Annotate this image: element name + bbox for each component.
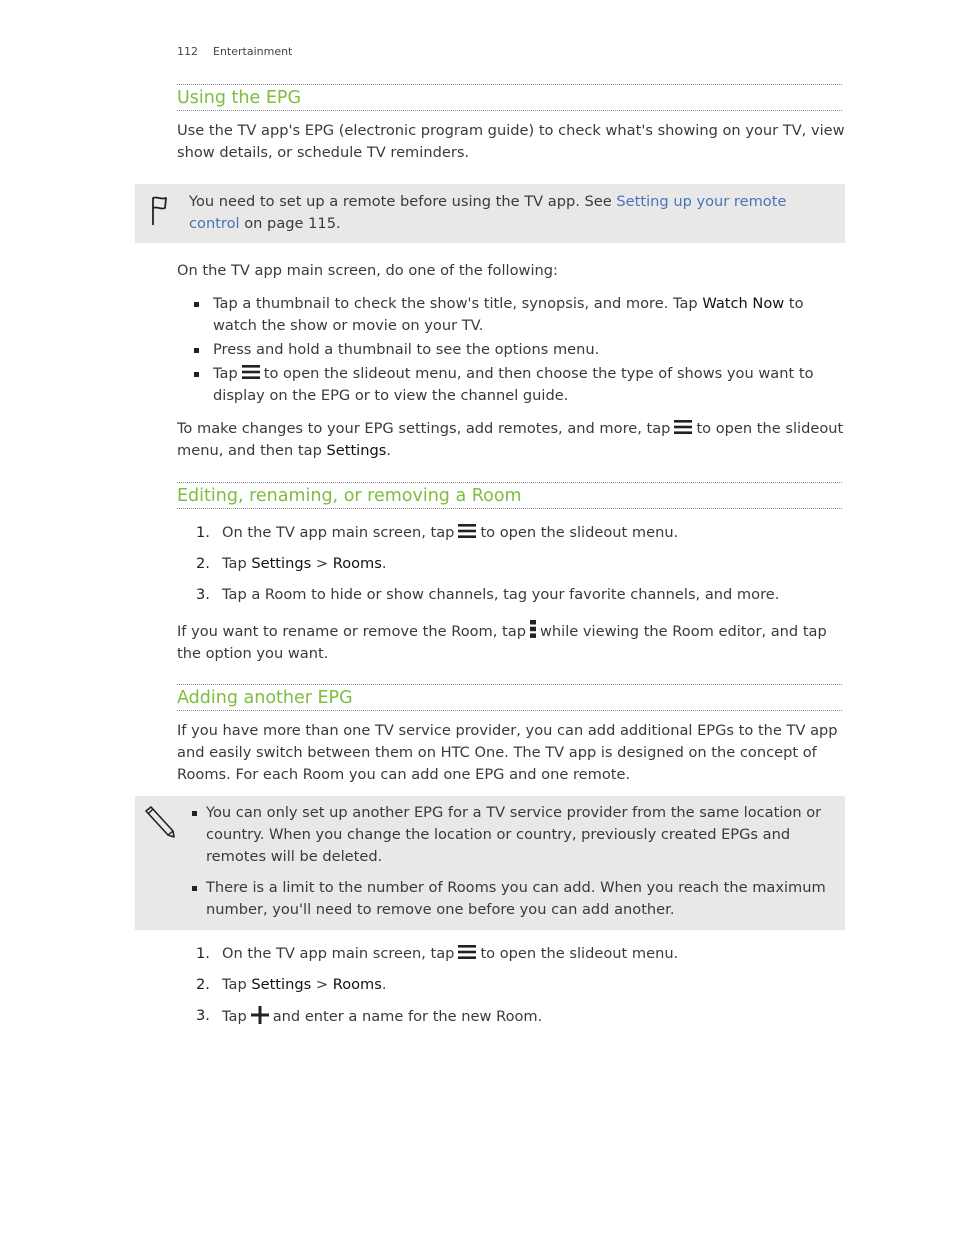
heading-rule-top (177, 84, 842, 85)
step-text: Tap (222, 555, 252, 572)
note-text-pre: You need to set up a remote before using the TV app. See (189, 193, 617, 210)
paragraph-text: To make changes to your EPG settings, add remotes, and more, tap (177, 420, 671, 437)
overflow-menu-icon (529, 620, 537, 638)
step-text: Tap a Room to hide or show channels, tag your favorite channels, and more. (222, 586, 780, 603)
step-number: 3. (196, 586, 210, 603)
bullet-text: to open the slideout menu, and then choose the type of shows you want to display on the EPG or to view the channel guide. (213, 365, 814, 404)
list-item (177, 584, 845, 606)
step-text: to open the slideout menu. (480, 945, 679, 962)
settings-paragraph (177, 418, 845, 462)
step-text: > (311, 555, 333, 572)
section-title-using-epg: Using the EPG (177, 88, 302, 108)
bullet-text: to watch the show or movie on your TV. (213, 295, 804, 334)
step-text: On the TV app main screen, tap (222, 524, 455, 541)
menu-icon (241, 364, 261, 380)
step-text: . (381, 976, 387, 993)
list-item (177, 522, 845, 544)
step-text: On the TV app main screen, tap (222, 945, 455, 962)
menu-icon (673, 419, 693, 435)
adding-steps (177, 943, 845, 1037)
bullet-text: Tap (213, 365, 238, 382)
section-title-editing-room: Editing, renaming, or removing a Room (177, 486, 522, 506)
menu-icon (457, 523, 477, 539)
heading-rule-bottom (177, 508, 842, 509)
list-item (177, 363, 845, 407)
rooms-label: Rooms (332, 976, 382, 993)
options-list (177, 293, 845, 409)
menu-icon (457, 944, 477, 960)
step-number: 1. (196, 524, 210, 541)
list-item (177, 553, 845, 575)
settings-label: Settings (251, 976, 312, 993)
plus-icon (250, 1005, 270, 1025)
page-number: 112 (177, 45, 198, 58)
step-text: to open the slideout menu. (480, 524, 679, 541)
paragraph-text: . (386, 442, 391, 459)
step-text: Tap (222, 976, 252, 993)
list-item (177, 943, 845, 965)
watch-now-label: Watch Now (702, 295, 785, 312)
intro-paragraph: Use the TV app's EPG (electronic program guide) to check what's showing on your TV, view show details, or schedule TV reminders. (177, 122, 845, 161)
section-title-adding-epg: Adding another EPG (177, 688, 353, 708)
step-number: 3. (196, 1007, 210, 1024)
paragraph-text: while viewing the Room editor, and tap the option you want. (177, 623, 827, 662)
note-text (189, 191, 829, 235)
flag-icon (149, 195, 169, 227)
list-item: You can only set up another EPG for a TV service provider from the same location or country. When you change the location or country, previously created EPGs and remotes will be deleted. (190, 802, 850, 868)
step-text: Tap (222, 1008, 247, 1025)
epg-note (135, 796, 845, 930)
heading-rule-bottom (177, 110, 842, 111)
rooms-label: Rooms (332, 555, 382, 572)
heading-rule-top (177, 684, 842, 685)
list-item (177, 974, 845, 996)
section-name: Entertainment (213, 45, 293, 58)
list-item (177, 1005, 845, 1028)
remote-note (135, 184, 845, 243)
setting-up-remote-link[interactable]: Setting up your remote control (189, 193, 787, 232)
heading-rule-bottom (177, 710, 842, 711)
list-item: There is a limit to the number of Rooms you can add. When you reach the maximum number, you'll need to remove one before you can add another. (190, 877, 850, 921)
settings-label: Settings (326, 442, 387, 459)
editing-steps (177, 522, 845, 615)
heading-rule-top (177, 482, 842, 483)
step-number: 1. (196, 945, 210, 962)
lead-paragraph: On the TV app main screen, do one of the following: (177, 262, 558, 279)
step-text: . (381, 555, 387, 572)
bullet-text: Tap a thumbnail to check the show's title, synopsis, and more. Tap (213, 295, 703, 312)
step-number: 2. (196, 976, 210, 993)
rename-paragraph (177, 620, 845, 665)
note-bullet-list (190, 802, 850, 930)
pencil-icon (143, 805, 177, 839)
step-text: > (311, 976, 333, 993)
paragraph-text: If you want to rename or remove the Room, tap (177, 623, 526, 640)
page-header (177, 45, 292, 58)
list-item (177, 293, 845, 337)
step-text: and enter a name for the new Room. (272, 1008, 543, 1025)
step-number: 2. (196, 555, 210, 572)
paragraph-text: to open the slideout menu, and then tap (177, 420, 844, 459)
adding-intro-paragraph: If you have more than one TV service provider, you can add additional EPGs to the TV app and easily switch between them on HTC One. The TV app is designed on the concept of Rooms. For each Room you can add one EPG and one remote. (177, 722, 838, 783)
note-text-post: on page 115. (239, 215, 341, 232)
list-item: Press and hold a thumbnail to see the options menu. (177, 339, 845, 361)
settings-label: Settings (251, 555, 312, 572)
